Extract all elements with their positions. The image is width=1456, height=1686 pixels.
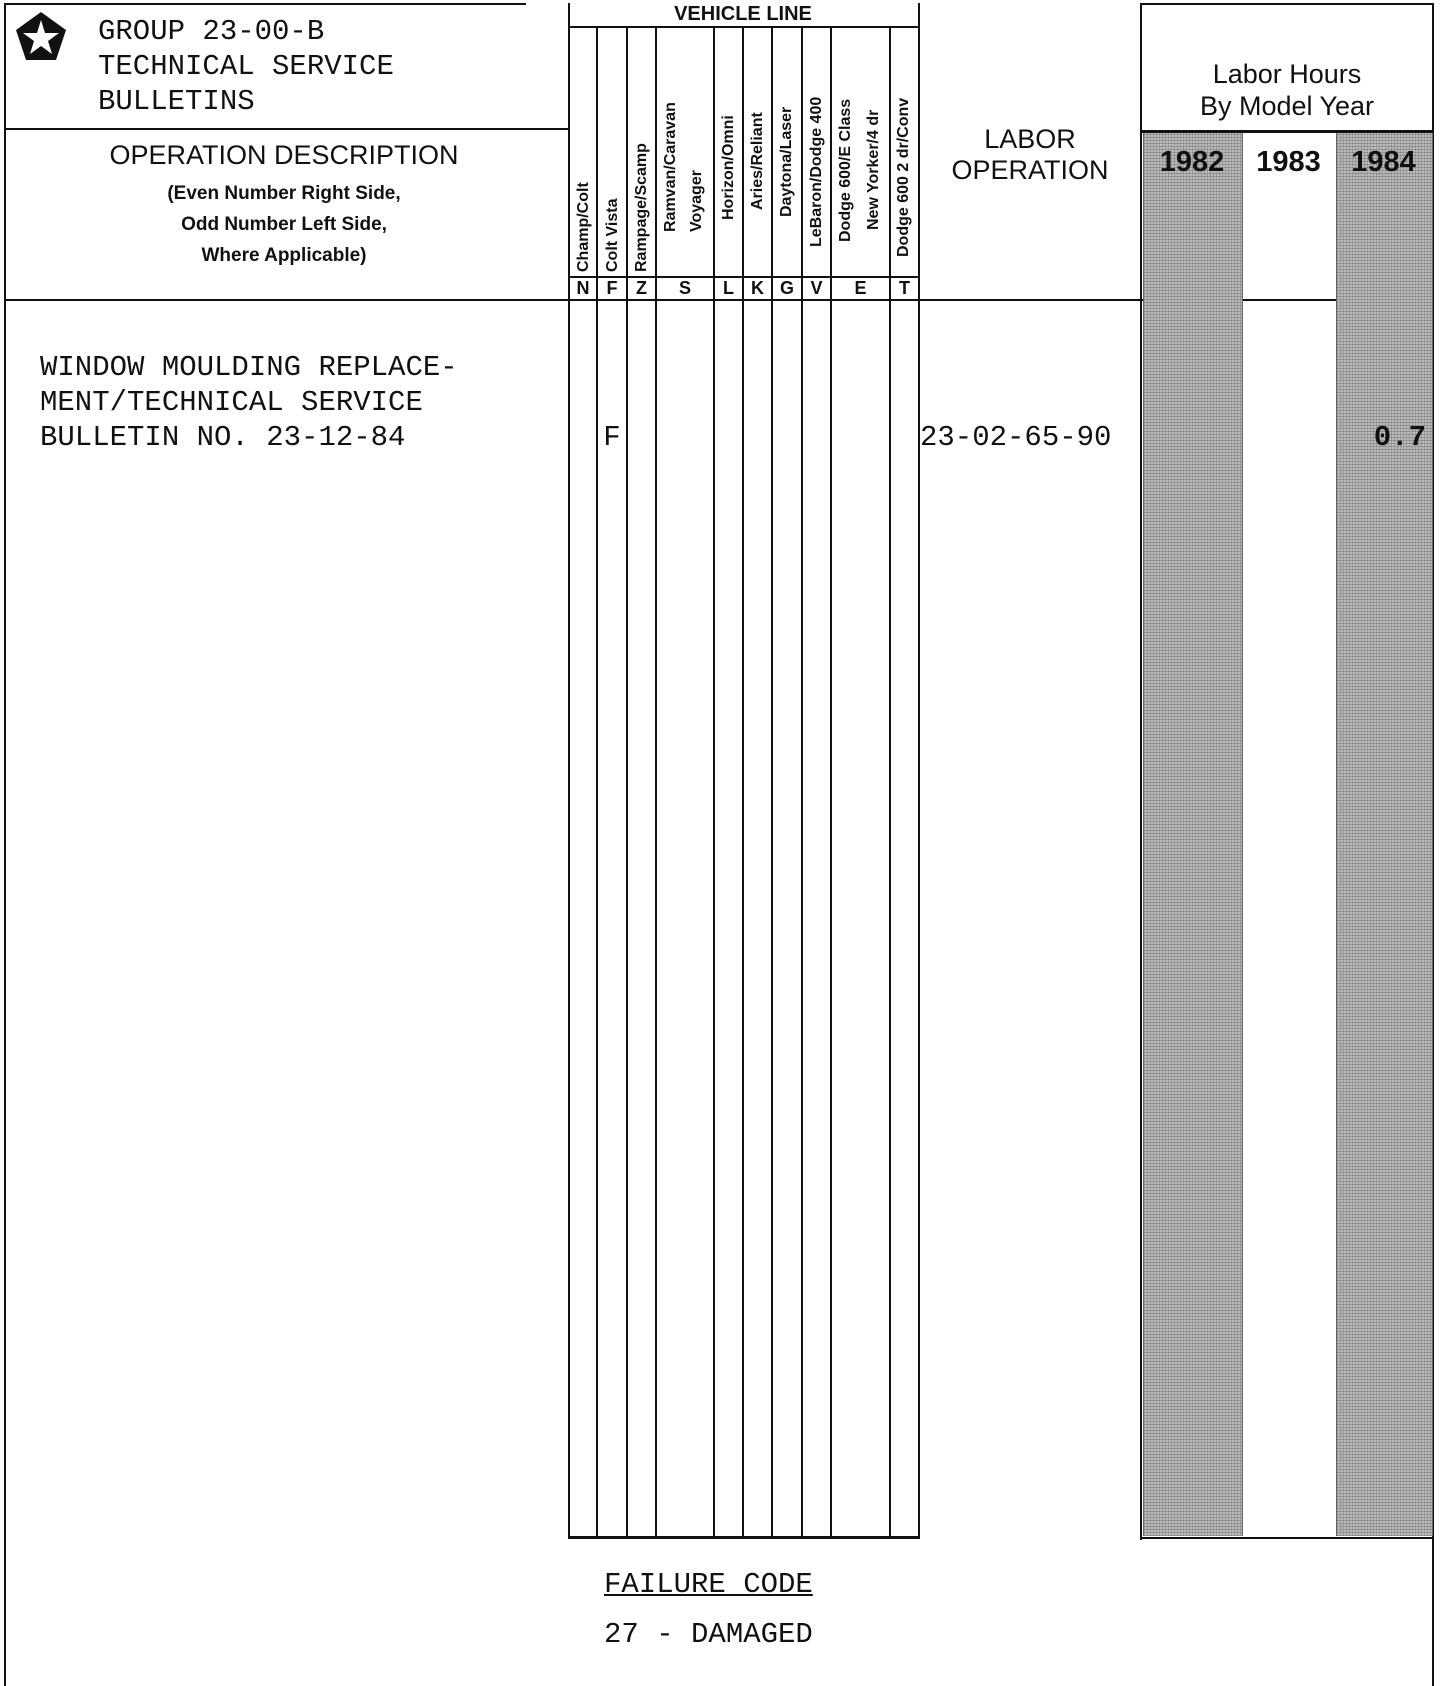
vehicle-code-k: K (751, 278, 764, 298)
vehicle-name-ramvan-caravan: Ramvan/Caravan (662, 102, 679, 232)
vehicle-line-title: VEHICLE LINE (674, 3, 812, 25)
vehicle-code-s: S (678, 278, 691, 298)
labor-operation-header (920, 124, 1140, 186)
year-1982-label: 1982 (1159, 146, 1225, 178)
labor-operation-title-1: LABOR (984, 124, 1076, 154)
entry-hours-1984: 0.7 (1373, 421, 1426, 454)
vehicle-code-l: L (723, 278, 734, 298)
labor-hours-header (1142, 58, 1432, 122)
entry-labor-operation: 23-02-65-90 (920, 421, 1112, 454)
entry-vehicle-mark-colt-vista: F (603, 421, 621, 454)
vehicle-name-aries-reliant: Aries/Reliant (749, 112, 766, 210)
labor-hours-left-border (1140, 3, 1142, 1540)
vehicle-name-horizon-omni: Horizon/Omni (720, 115, 737, 220)
vehicle-name-champ-colt: Champ/Colt (575, 182, 592, 272)
operation-entry-description (40, 350, 458, 455)
year-1983-label: 1983 (1256, 146, 1321, 178)
labor-hours-bottom-line (1142, 1537, 1434, 1539)
vehicle-name-lebaron-dodge-400: LeBaron/Dodge 400 (808, 96, 825, 247)
vehicle-name-colt-vista: Colt Vista (604, 198, 621, 272)
vehicle-name-dodge-600-e-class: Dodge 600/E Class (837, 98, 854, 242)
failure-code-title: FAILURE CODE (604, 1568, 813, 1601)
group-title-line1: GROUP 23-00-B (98, 15, 325, 48)
operation-description-note-3: Where Applicable) (201, 245, 367, 266)
year-1984-label: 1984 (1351, 146, 1416, 178)
vehicle-code-t: T (899, 278, 910, 298)
failure-code-value: 27 - DAMAGED (604, 1618, 813, 1651)
vehicle-name-voyager: Voyager (688, 170, 705, 232)
year-1982-shading (1143, 133, 1243, 1536)
vehicle-code-n: N (576, 278, 590, 298)
vehicle-name-rampage-scamp: Rampage/Scamp (633, 143, 650, 272)
group-title-line2: TECHNICAL SERVICE (98, 50, 394, 83)
entry-desc-line2: MENT/TECHNICAL SERVICE (40, 386, 423, 419)
vehicle-code-z: Z (636, 278, 647, 298)
entry-desc-line1: WINDOW MOULDING REPLACE- (40, 351, 458, 384)
labor-hours-title-2: By Model Year (1199, 91, 1375, 121)
group-title-line3: BULLETINS (98, 85, 255, 118)
vehicle-code-f: F (606, 278, 618, 298)
vehicle-name-dodge-600-2dr-conv: Dodge 600 2 dr/Conv (895, 97, 912, 257)
vehicle-code-v: V (810, 278, 823, 298)
operation-description-note-2: Odd Number Left Side, (181, 214, 387, 235)
vehicle-name-daytona-laser: Daytona/Laser (778, 106, 795, 217)
year-1984-shading (1336, 133, 1433, 1536)
vehicle-grid-bottom-line (568, 1536, 920, 1539)
labor-hours-title-1: Labor Hours (1212, 59, 1362, 89)
vehicle-name-new-yorker-4dr: New Yorker/4 dr (865, 109, 882, 230)
vehicle-code-e: E (854, 278, 867, 298)
labor-operation-title-2: OPERATION (951, 155, 1109, 185)
operation-description-note-1: (Even Number Right Side, (167, 183, 401, 204)
vehicle-code-g: G (779, 278, 794, 298)
entry-desc-line3: BULLETIN NO. 23-12-84 (40, 421, 406, 454)
operation-description-title: OPERATION DESCRIPTION (109, 140, 459, 170)
